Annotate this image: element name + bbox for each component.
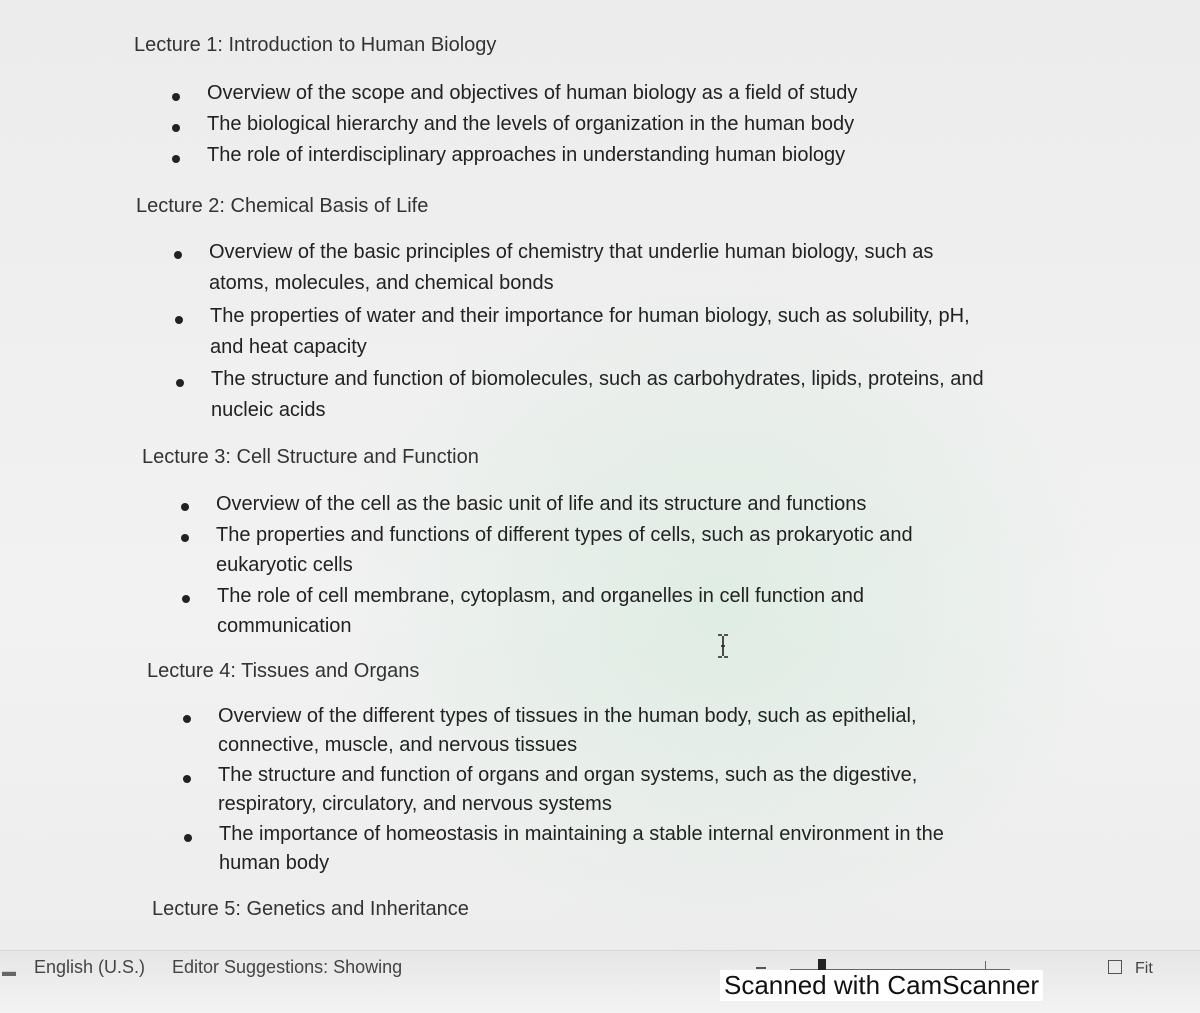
bullet-dot <box>183 775 191 783</box>
lecture-4-title: Lecture 4: Tissues and Organs <box>147 660 420 682</box>
editor-suggestions-status[interactable]: Editor Suggestions: Showing <box>172 957 403 977</box>
camscanner-watermark: Scanned with CamScanner <box>720 970 1043 1001</box>
lecture-2-title: Lecture 2: Chemical Basis of Life <box>136 195 429 217</box>
lecture-3-bullet-3: The role of cell membrane, cytoplasm, and organelles in cell function and communication <box>217 585 865 637</box>
bullet-dot <box>172 93 180 101</box>
lecture-3-title: Lecture 3: Cell Structure and Function <box>142 446 479 468</box>
bullet-dot <box>172 155 180 163</box>
lecture-2-bullet-3: The structure and function of biomolecules, such as carbohydrates, lipids, proteins, and nucleic acids <box>211 368 984 421</box>
i-beam-cursor-icon <box>716 634 730 658</box>
language-status[interactable]: English (U.S.) <box>34 957 146 977</box>
zoom-out-icon[interactable] <box>756 967 766 969</box>
lecture-1-title: Lecture 1: Introduction to Human Biology <box>134 34 497 56</box>
bullet-dot <box>176 379 184 387</box>
bullet-dot <box>172 124 180 132</box>
lecture-2-bullet-2: The properties of water and their importance for human biology, such as solubility, pH, and heat capacity <box>210 305 970 358</box>
lecture-1-bullet-2: The biological hierarchy and the levels of organization in the human body <box>207 113 855 135</box>
bullet-dot <box>182 595 190 603</box>
lecture-1-bullet-3: The role of interdisciplinary approaches in understanding human biology <box>207 144 846 166</box>
bullet-dot <box>181 534 189 542</box>
bullet-dot <box>184 834 192 842</box>
lecture-2-bullet-1: Overview of the basic principles of chemistry that underlie human biology, such as atoms, molecules, and chemical bonds <box>209 241 934 294</box>
bullet-dot <box>183 715 191 723</box>
lecture-3-bullet-1: Overview of the cell as the basic unit of life and its structure and functions <box>216 493 867 515</box>
bullet-dot <box>174 251 182 259</box>
bullet-dot <box>175 316 183 324</box>
edge-mark-icon: ▬ <box>2 963 16 979</box>
lecture-4-bullet-3: The importance of homeostasis in maintaining a stable internal environment in the human body <box>219 823 944 874</box>
lecture-3-bullet-2: The properties and functions of different types of cells, such as prokaryotic and eukaryotic cells <box>216 524 913 576</box>
lecture-4-bullet-1: Overview of the different types of tissues in the human body, such as epithelial, connective, muscle, and nervous tissues <box>218 705 917 756</box>
fit-label[interactable]: Fit <box>1135 960 1153 977</box>
lecture-5-title: Lecture 5: Genetics and Inheritance <box>152 898 469 920</box>
bullet-dot <box>181 503 189 511</box>
lecture-1-bullet-1: Overview of the scope and objectives of human biology as a field of study <box>207 82 858 104</box>
lecture-4-bullet-2: The structure and function of organs and organ systems, such as the digestive, respiratory, circulatory, and nervous systems <box>218 764 918 815</box>
fit-checkbox-icon[interactable] <box>1108 960 1122 974</box>
